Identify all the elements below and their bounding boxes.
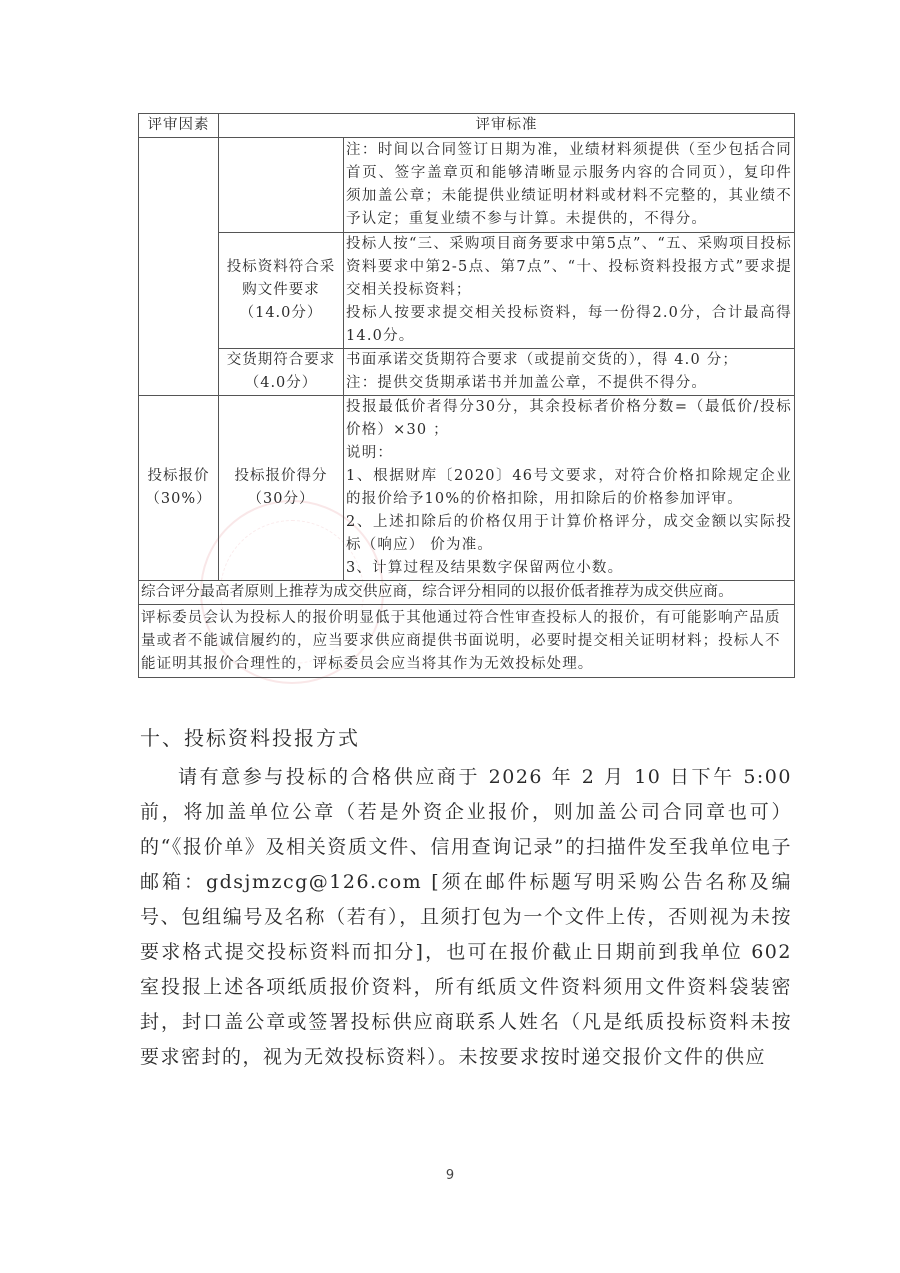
standard-cell	[344, 138, 795, 233]
standard-cell	[344, 396, 795, 581]
table-row	[139, 349, 795, 396]
standard-line: 3、计算过程及结果数字保留两位小数。	[346, 560, 624, 576]
sub-factor-cell: 交货期符合要求（4.0分）	[219, 349, 344, 396]
table-row	[139, 138, 795, 233]
sub-factor-cell: 投标资料符合采购文件要求（14.0分）	[219, 233, 344, 349]
sub-factor-cell	[219, 138, 344, 233]
standard-line: 投标人按“三、采购项目商务要求中第5点”、“五、采购项目投标资料要求中第2-5点、第7点”、“十、投标资料投报方式”要求提交相关投标资料；	[346, 236, 792, 298]
table-footer-row	[139, 605, 795, 678]
page-number: 9	[445, 1168, 455, 1183]
standard-line: 说明：	[346, 445, 394, 461]
standard-cell	[344, 349, 795, 396]
body-paragraph: 请有意参与投标的合格供应商于 2026 年 2 月 10 日下午 5:00 前，将加盖单位公章（若是外资企业报价，则加盖公司合同章也可）的“《报价单》及相关资质文件、信用查询记录”的扫描件发至我单位电子邮箱：gdsjmzcg@126.com [须在邮件标题写明采购公告名称及编号、包组编号及名称（若有），且须打包为一个文件上传，否则视为未按要求格式提交投标资料而扣分]，也可在报价截止日期前到我单位 602 室投报上述各项纸质报价资料，所有纸质文件资料须用文件资料袋装密封，封口盖公章或签署投标供应商联系人姓名（凡是纸质投标资料未按要求密封的，视为无效投标资料）。未按要求按时递交报价文件的供应	[140, 766, 792, 1068]
header-factor: 评审因素	[139, 114, 219, 138]
standard-line: 2、上述扣除后的价格仅用于计算价格评分，成交金额以实际投标（响应） 价为准。	[346, 514, 792, 553]
standard-line: 1、根据财库〔2020〕46号文要求，对符合价格扣除规定企业的报价给予10%的价格扣除，用扣除后的价格参加评审。	[346, 468, 792, 507]
standard-line: 注：时间以合同签订日期为准，业绩材料须提供（至少包括合同首页、签字盖章页和能够清晰显示服务内容的合同页），复印件须加盖公章；未能提供业绩证明材料或材料不完整的，其业绩不予认定；重复业绩不参与计算。未提供的，不得分。	[346, 142, 792, 227]
standard-line: 注：提供交货期承诺书并加盖公章，不提供不得分。	[346, 375, 708, 391]
table-footer-row	[139, 581, 795, 605]
scoring-criteria-table	[138, 113, 795, 678]
section-heading: 十、投标资料投报方式	[140, 726, 360, 750]
footer-note-low-price: 评标委员会认为投标人的报价明显低于其他通过符合性审查投标人的报价，有可能影响产品质量或者不能诚信履约的，应当要求供应商提供书面说明，必要时提交相关证明材料；投标人不能证明其报价合理性的，评标委员会应当将其作为无效投标处理。	[139, 605, 795, 678]
standard-line: 投报最低价者得分30分，其余投标者价格分数=（最低价/投标价格）×30 ；	[346, 399, 792, 438]
factor-cell: 投标报价（30%）	[139, 396, 219, 581]
factor-cell-continued	[139, 138, 219, 396]
standard-line: 投标人按要求提交相关投标资料，每一份得2.0分，合计最高得14.0分。	[346, 305, 792, 344]
table-row	[139, 233, 795, 349]
table-header-row	[139, 114, 795, 138]
sub-factor-cell: 投标报价得分（30分）	[219, 396, 344, 581]
table-row	[139, 396, 795, 581]
footer-note-ranking: 综合评分最高者原则上推荐为成交供应商，综合评分相同的以报价低者推荐为成交供应商。	[139, 581, 795, 605]
standard-cell	[344, 233, 795, 349]
section-body	[140, 760, 792, 1075]
standard-line: 书面承诺交货期符合要求（或提前交货的），得 4.0 分；	[346, 352, 739, 368]
header-standard: 评审标准	[219, 114, 795, 138]
